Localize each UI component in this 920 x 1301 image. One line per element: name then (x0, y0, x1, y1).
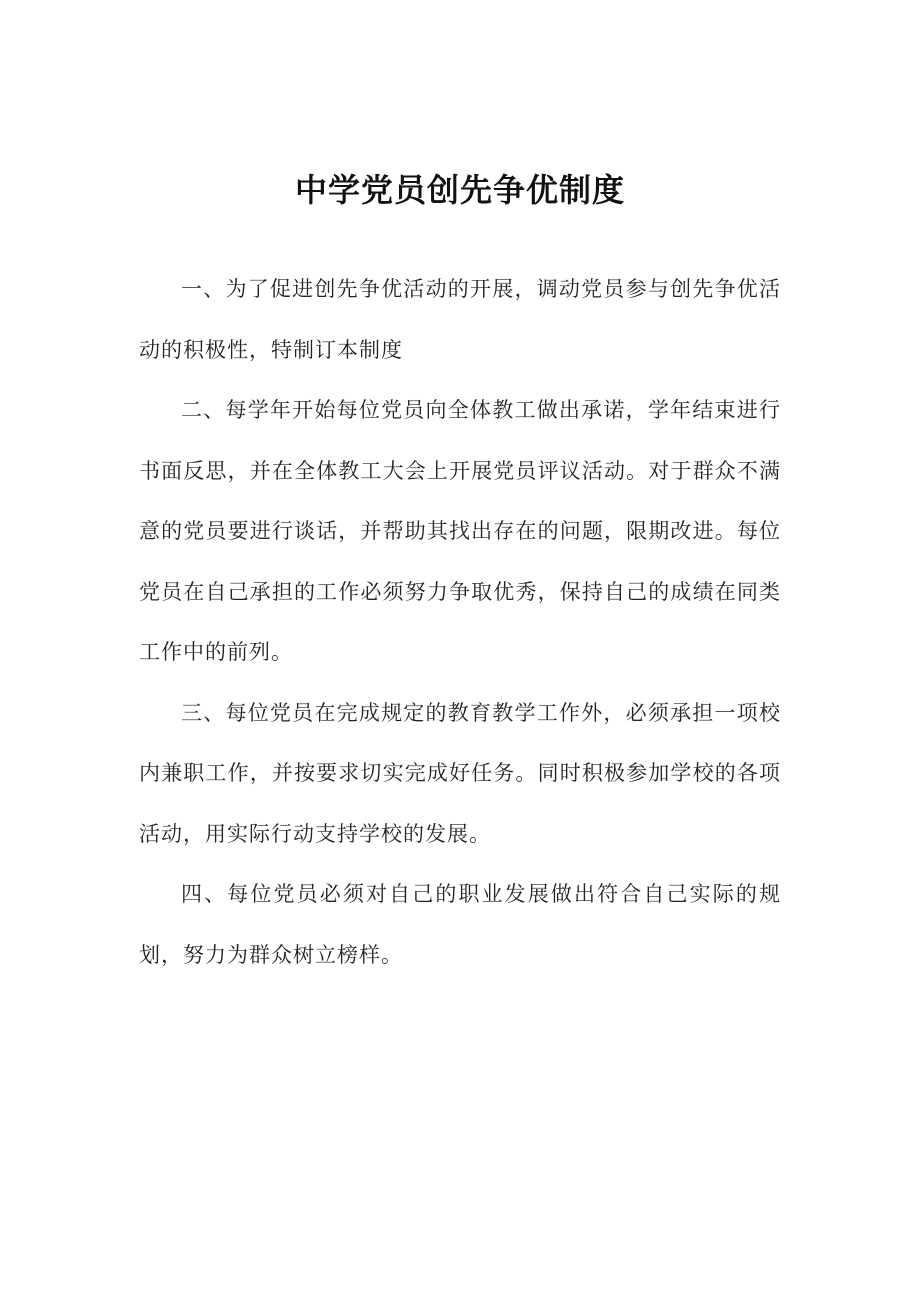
document-body (139, 259, 781, 985)
paragraph-1: 一、为了促进创先争优活动的开展，调动党员参与创先争优活动的积极性，特制订本制度 (139, 277, 781, 362)
paragraph-3: 三、每位党员在完成规定的教育教学工作外，必须承担一项校内兼职工作，并按要求切实完成好任务。同时积极参加学校的各项活动，用实际行动支持学校的发展。 (139, 700, 781, 846)
document-title: 中学党员创先争优制度 (294, 171, 625, 209)
paragraph-2: 二、每学年开始每位党员向全体教工做出承诺，学年结束进行书面反思，并在全体教工大会上开展党员评议活动。对于群众不满意的党员要进行谈话，并帮助其找出存在的问题，限期改进。每位党员在自己承担的工作必须努力争取优秀，保持自己的成绩在同类工作中的前列。 (139, 398, 781, 664)
paragraph-4: 四、每位党员必须对自己的职业发展做出符合自己实际的规划，努力为群众树立榜样。 (139, 882, 781, 967)
